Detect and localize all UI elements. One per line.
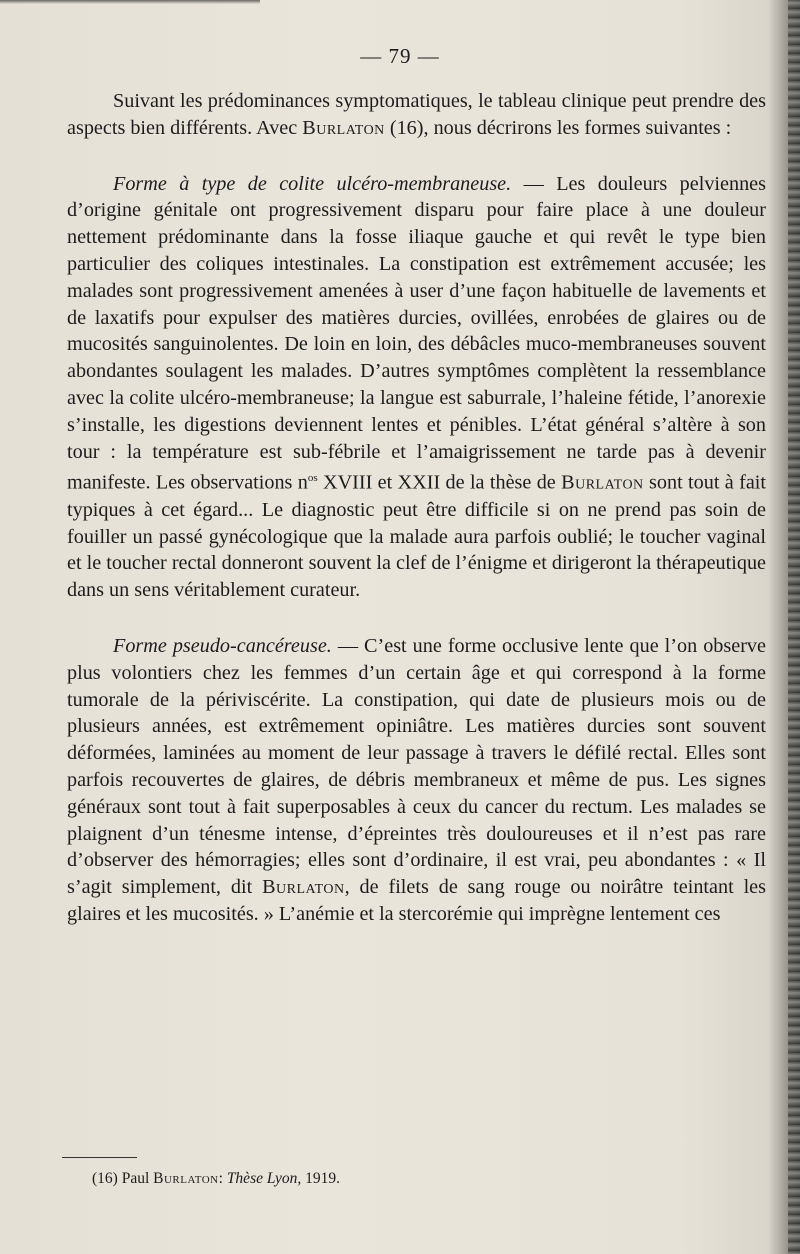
section-pseudo-cancereuse-paragraph — [67, 633, 766, 928]
scan-shadow — [0, 0, 260, 4]
body-text — [67, 88, 766, 928]
intro-text-end: (16), nous décrirons les formes suivantes : — [384, 116, 732, 139]
section-colite-paragraph — [67, 171, 766, 604]
section-title-pseudo-cancereuse: Forme pseudo-cancéreuse. — [113, 635, 332, 658]
footnote-divider — [62, 1157, 137, 1158]
section-title-colite: Forme à type de colite ulcéro-membraneuse. — [113, 172, 512, 195]
footnote-first-name: Paul — [121, 1170, 150, 1187]
footnote-work: Thèse Lyon, — [226, 1170, 302, 1187]
footnote-number: (16) — [92, 1170, 118, 1187]
section-pseudo-text: — C’est une forme occlusive lente que l’on observe plus volontiers chez les femmes d’un certain âge et qui correspond à la forme tumorale de la périviscérite. La constipation, qui date de plusieurs mois ou de plusieurs années, est extrêmement opiniâtre. Les matières durcies sont souvent déformées, laminées au moment de leur passage à travers le défilé rectal. Elles sont parfois recouvertes de glaires, de débris membraneux et même de pus. Les signes généraux sont tout à fait superposables à ceux du cancer du rectum. Les malades se plaignent d’un ténesme intense, d’épreintes très douloureuses et il n’est pas rare d’observer des hémorragies; elles sont d’ordinaire, il est vrai, peu abondantes : « Il s’agit simplement, dit — [67, 635, 766, 899]
intro-text: Suivant les prédominances symptomatiques, le tableau clinique peut prendre des aspects bien différents. Avec — [67, 90, 766, 139]
author-name: Burlaton — [561, 472, 644, 495]
page-number: — 79 — — [360, 44, 440, 68]
author-name: Burlaton — [262, 876, 345, 899]
footnote-year: 1919. — [305, 1170, 341, 1187]
section-colite-text: — Les douleurs pelviennes d’origine génitale ont progressivement disparu pour faire place à une douleur nettement prédominante dans la fosse iliaque gauche et qui revêt le type bien particulier des coliques intestinales. La constipation est extrêmement accusée; les malades sont progressivement amenées à user d’une façon habituelle de lavements et de laxatifs pour expulser des matières durcies, ovillées, enrobées de glaires ou de mucosités sanguinolentes. De loin en loin, des débâcles muco-membraneuses souvent abondantes soulagent les malades. D’autres symptômes complètent la ressemblance avec la colite ulcéro-membraneuse; la langue est saburrale, l’haleine fétide, l’anorexie s’installe, les digestions deviennent lentes et pénibles. L’état général s’altère à son tour : la température est sub-fébrile et l’amaigrissement ne tarde pas à devenir manifeste. Les observations n — [67, 172, 766, 495]
footnote-author: Burlaton — [153, 1170, 219, 1187]
superscript-os: os — [307, 472, 318, 485]
footnote — [92, 1170, 340, 1188]
intro-paragraph — [67, 88, 766, 142]
page-edge — [788, 0, 800, 1254]
section-colite-text-3: sont tout à fait typiques à cet égard... Le diagnostic peut être difficile si on ne prend pas soin de fouiller un passé gynécologique que la malade aura parfois oublié; le toucher vaginal et le toucher rectal donneront souvent la clef de l’énigme et dirigeront la thérapeutique dans un sens véritablement curateur. — [67, 472, 766, 602]
section-pseudo-text-2: , de filets de sang rouge ou noirâtre teintant les glaires et les mucosités. » L’anémie et la stercorémie qui imprègne lentement ces — [67, 876, 766, 926]
author-name: Burlaton — [302, 116, 385, 139]
section-colite-text-2: XVIII et XXII de la thèse de — [317, 472, 562, 495]
footnote-separator: : — [218, 1170, 223, 1187]
